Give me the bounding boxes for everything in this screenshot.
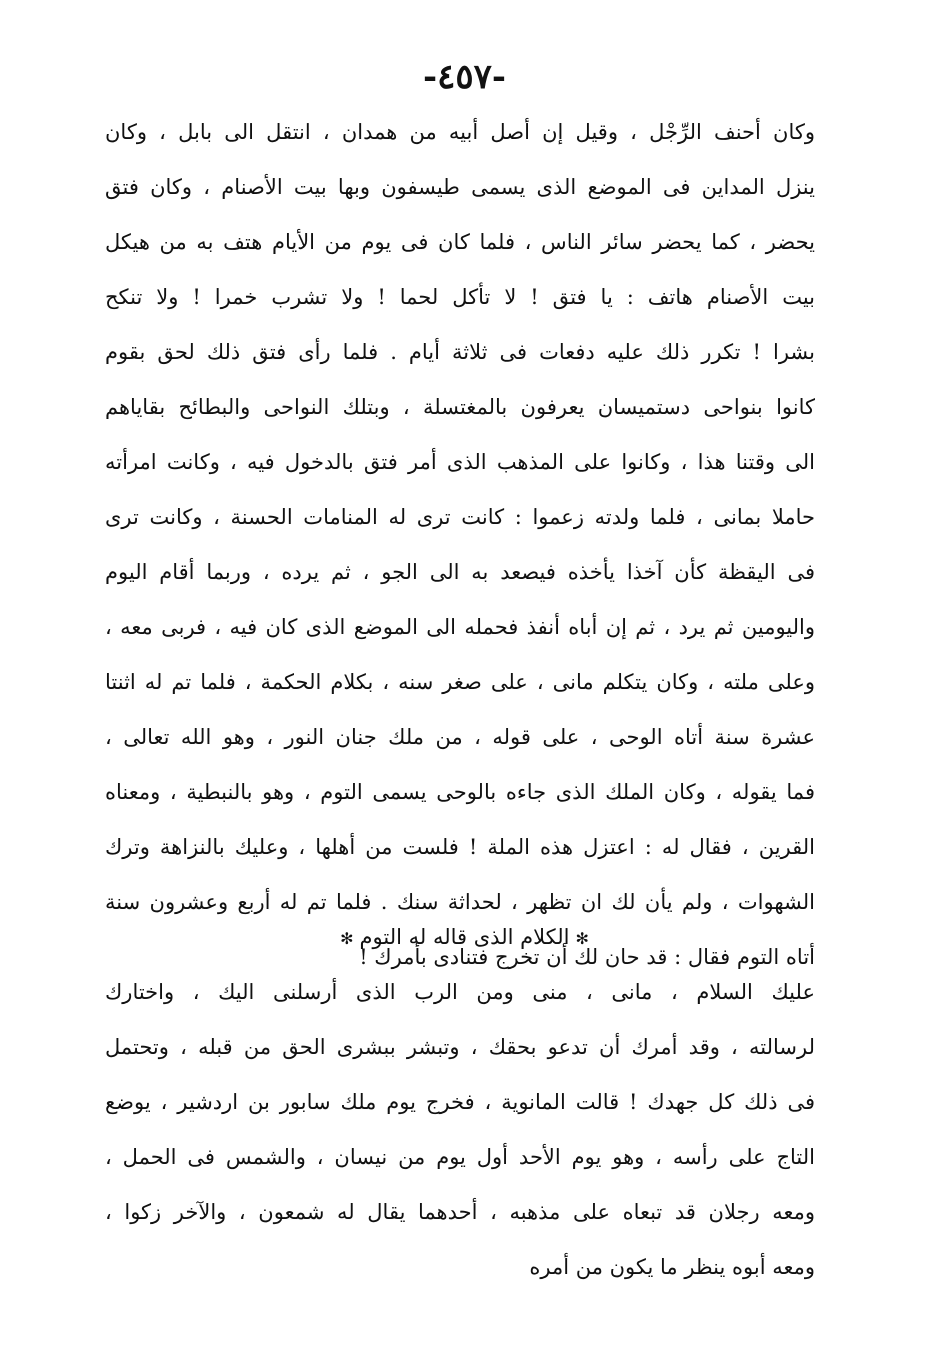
text-line: بشرا ! تكرر ذلك عليه دفعات فى ثلاثة أيام . فلما رأى فتق ذلك لحق بقوم [105,340,815,364]
text-line: ينزل المداين فى الموضع الذى يسمى طيسفون وبها بيت الأصنام ، وكان فتق [105,175,815,199]
text-line: فى اليقظة كأن آخذا يأخذه فيصعد به الى الجو ، ثم يرده ، وربما أقام اليوم [105,560,815,584]
text-line: واليومين ثم يرد ، ثم إن أباه أنفذ فحمله الى الموضع الذى كان فيه ، فربى معه ، [105,615,815,639]
text-line: يحضر ، كما يحضر سائر الناس ، فلما كان فى يوم من الأيام هتف به من هيكل [105,230,815,254]
text-line: القرين ، فقال له : اعتزل هذه الملة ! فلست من أهلها ، وعليك بالنزاهة وترك [105,835,815,859]
page-number: -٤٥٧- [422,57,507,97]
text-line: التاج على رأسه ، وهو يوم الأحد أول يوم من نيسان ، والشمس فى الحمل ، [105,1145,815,1169]
ornament-icon: ✻ [575,929,589,948]
section-heading-text: الكلام الذى قاله له التوم [359,925,570,949]
text-line: وعلى ملته ، وكان يتكلم مانى ، على صغر سنه ، بكلام الحكمة ، فلما تم له اثنتا [105,670,815,694]
text-line: وكان أحنف الرِّجْل ، وقيل إن أصل أبيه من همدان ، انتقل الى بابل ، وكان [105,120,815,144]
paragraph-2 [105,965,815,1295]
text-line: كانوا بنواحى دستميسان يعرفون بالمغتسلة ، وبتلك النواحى والبطائح بقاياهم [105,395,815,419]
ornament-icon: ✻ [340,929,354,948]
text-line: حاملا بمانى ، فلما ولدته زعموا : كانت ترى له المنامات الحسنة ، وكانت ترى [105,505,815,529]
text-line: بيت الأصنام هاتف : يا فتق ! لا تأكل لحما ! ولا تشرب خمرا ! ولا تنكح [105,285,815,309]
text-line: ومعه أبوه ينظر ما يكون من أمره [529,1255,815,1279]
text-line: الى وقتنا هذا ، وكانوا على المذهب الذى أمر فتق بالدخول فيه ، وكانت امرأته [105,450,815,474]
text-line: فما يقوله ، وكان الملك الذى جاءه بالوحى يسمى التوم ، وهو بالنبطية ، ومعناه [105,780,815,804]
text-line: عليك السلام ، مانى ، منى ومن الرب الذى أرسلنى اليك ، واختارك [105,980,815,1004]
section-heading [0,912,929,964]
text-line: فى ذلك كل جهدك ! قالت المانوية ، فخرج يوم ملك سابور بن اردشير ، يوضع [105,1090,815,1114]
text-line: لرسالته ، وقد أمرك أن تدعو بحقك ، وتبشر ببشرى الحق من قبله ، وتحتمل [105,1035,815,1059]
text-line: الشهوات ، ولم يأن لك ان تظهر ، لحداثة سنك . فلما تم له أربع وعشرون سنة [105,890,815,914]
paragraph-1 [105,105,815,985]
text-line: ومعه رجلان قد تبعاه على مذهبه ، أحدهما يقال له شمعون ، والآخر زكوا ، [105,1200,815,1224]
text-line: عشرة سنة أتاه الوحى ، على قوله ، من ملك جنان النور ، وهو الله تعالى ، [105,725,815,749]
text-line: أتاه التوم فقال : قد حان لك أن تخرج فتنادى بأمرك ! [359,945,815,969]
